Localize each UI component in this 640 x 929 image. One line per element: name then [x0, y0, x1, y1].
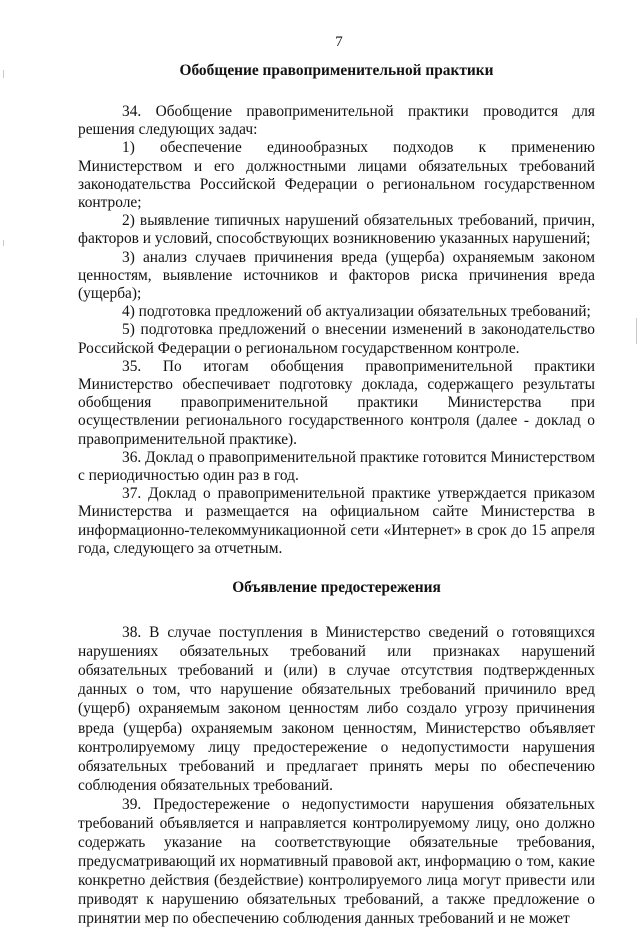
section-heading-warning: Объявление предостережения — [232, 579, 441, 597]
paragraph: 38. В случае поступления в Министерство сведений о готовящихся нарушениях обязательных требований или признаках нарушений обязательных требований и (или) в случае отсутствия подтвержденных данных о том, что нарушение обязательных требований причинило вред (ущерб) охраняемым законом ценностям либо создало угрозу причинения вреда (ущерба) охраняемым законом ценностям, Министерство объявляет контролируемому лицу предостережение о недопустимости нарушения обязательных требований и предлагает принять меры по обеспечению соблюдения обязательных требований. — [78, 624, 595, 794]
paragraph: 2) выявление типичных нарушений обязательных требований, причин, факторов и условий, способствующих возникновению указанных нарушений; — [78, 212, 595, 248]
page-number: 7 — [335, 34, 343, 50]
paragraph: 3) анализ случаев причинения вреда (ущерба) охраняемым законом ценностям, выявление источников и факторов риска причинения вреда (ущерба); — [78, 248, 595, 303]
left-edge-mark-2 — [3, 240, 4, 246]
document-body — [78, 62, 595, 929]
paragraph: 34. Обобщение правоприменительной практики проводится для решения следующих задач: — [78, 103, 595, 139]
paragraph: 37. Доклад о правоприменительной практике утверждается приказом Министерства и размещается на официальном сайте Министерства в информационно-телекоммуникационной сети «Интернет» в срок до 15 апреля года, следующего за отчетным. — [78, 485, 595, 557]
paragraph: 39. Предостережение о недопустимости нарушения обязательных требований объявляется и направляется контролируемому лицу, оно должно содержать указание на соответствующие обязательные требования, предусматривающий их нормативный правовой акт, информацию о том, какие конкретно действия (бездействие) контролируемого лица могут привести или приводят к нарушению обязательных требований, а также предложение о принятии мер по обеспечению соблюдения данных требований и не может — [78, 795, 595, 928]
paragraph: 35. По итогам обобщения правоприменительной практики Министерство обеспечивает подготовку доклада, содержащего результаты обобщения правоприменительной практики Министерства при осуществлении регионального государственного контроля (далее - доклад о правоприменительной практике). — [78, 357, 595, 448]
paragraph: 36. Доклад о правоприменительной практике готовится Министерством с периодичностью один раз в год. — [78, 448, 595, 485]
section-practice — [78, 103, 595, 558]
left-edge-mark — [3, 70, 4, 78]
section-heading-practice: Обобщение правоприменительной практики — [179, 62, 494, 79]
section-warning — [78, 623, 595, 929]
paragraph: 5) подготовка предложений о внесении изменений в законодательство Российской Федерации о региональном государственном контроле. — [78, 321, 595, 357]
paragraph: 4) подготовка предложений об актуализации обязательных требований; — [122, 303, 591, 321]
right-edge-mark — [636, 318, 637, 344]
paragraph: 1) обеспечение единообразных подходов к применению Министерством и его должностными лицами обязательных требований законодательства Российской Федерации о региональном государственном контроле; — [78, 139, 595, 212]
